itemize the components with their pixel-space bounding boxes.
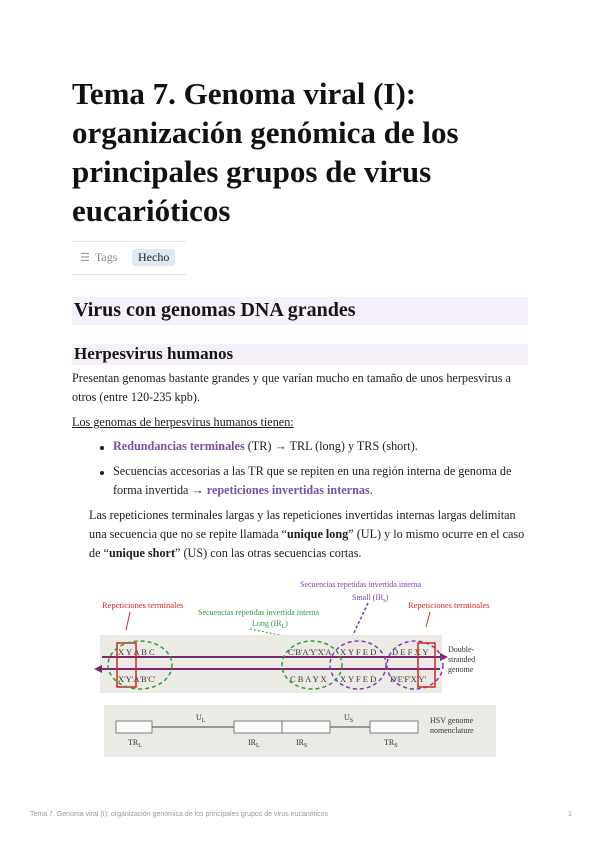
intro-line-2: otros (entre 120-235 kpb).: [72, 390, 200, 404]
seq-top-1: X Y A B C: [118, 647, 155, 657]
paragraph-line-3: de “unique short” (US) con las otras secuencias cortas.: [89, 546, 362, 560]
list-icon: ☰: [80, 252, 90, 264]
properties-row: [72, 241, 186, 275]
bullet-1: Redundancias terminales (TR) → TRL (long) y TRS (short).: [113, 439, 418, 453]
label-trs: $TR_S$: [384, 738, 398, 749]
box-trl: [116, 721, 152, 733]
bullet-dot: [100, 471, 104, 475]
seq-bottom-2: C B A Y X: [290, 674, 327, 684]
tag-hecho[interactable]: Hecho: [132, 249, 175, 266]
nomenclature-label-1: HSV genome: [430, 716, 474, 725]
herpesvirus-genome-figure: [90, 575, 510, 767]
label-inv-small-1: Secuencias repetidas invertida interna: [300, 580, 422, 589]
strand-label-2: stranded: [448, 655, 476, 664]
label-rep-term-right: Repeticiones terminales: [408, 600, 490, 610]
label-inv-long-2: Long $(IR_L)$: [252, 619, 288, 630]
bullet-dot: [100, 446, 104, 450]
arrow: [352, 603, 368, 637]
tags-label: Tags: [94, 250, 118, 264]
label-inv-long-1: Secuencias repetidas invertida interna: [198, 608, 320, 617]
seq-top-4: D E F X Y: [392, 647, 429, 657]
label-us: $U_S$: [344, 713, 354, 724]
page-title: Tema 7. Genoma viral (I): organización genómica de los principales grupos de virus eucarióticos: [72, 76, 459, 228]
page-footer: Tema 7. Genoma viral (I): organización genómica de los principales grupos de virus eucarióticos: [30, 811, 329, 818]
seq-bottom-4: D'E'F'X'Y': [390, 674, 426, 684]
section-heading: Virus con genomas DNA grandes: [72, 297, 528, 325]
arrow: [426, 612, 430, 627]
arrowhead: [94, 665, 102, 673]
box-trs: [370, 721, 418, 733]
bullet-2-line-1: Secuencias accesorias a las TR que se repiten en una región interna de genoma de: [113, 464, 512, 478]
genome-band: [100, 635, 442, 693]
intro-line-1: Presentan genomas bastante grandes y que varían mucho en tamaño de unos herpesvirus a: [72, 371, 511, 385]
seq-bottom-3: X Y F E D: [340, 674, 377, 684]
label-irl: $IR_L$: [248, 738, 260, 749]
box-irs: [282, 721, 330, 733]
label-inv-small-2: Small $(IR_s)$: [352, 593, 389, 604]
arrow: [126, 612, 130, 630]
box-irl: [234, 721, 282, 733]
strand-label-3: genome: [448, 665, 474, 674]
paragraph-line-2: una secuencia que no se repite llamada “unique long” (UL) y lo mismo ocurre en el caso: [89, 527, 525, 541]
nomenclature-label-2: nomenclature: [430, 726, 474, 735]
tags-property: [80, 250, 117, 265]
list-intro: Los genomas de herpesvirus humanos tienen:: [72, 415, 294, 429]
subsection-heading: Herpesvirus humanos: [72, 344, 528, 365]
seq-top-3: X Y F E D: [340, 647, 377, 657]
label-ul: $U_L$: [196, 713, 206, 724]
label-irs: $IR_S$: [296, 738, 308, 749]
bullet-2-line-2: forma invertida → repeticiones invertidas internas.: [113, 483, 373, 497]
seq-bottom-1: X'Y'A'B'C': [118, 674, 156, 684]
label-trl: $TR_L$: [128, 738, 142, 749]
strand-label-1: Double-: [448, 645, 475, 654]
page-number: 1: [568, 811, 572, 818]
label-rep-term-left: Repeticiones terminales: [102, 600, 184, 610]
seq-top-2: C'B'A'Y'X'A: [288, 647, 332, 657]
paragraph-line-1: Las repeticiones terminales largas y las repeticiones invertidas internas largas delimitan: [89, 508, 516, 522]
